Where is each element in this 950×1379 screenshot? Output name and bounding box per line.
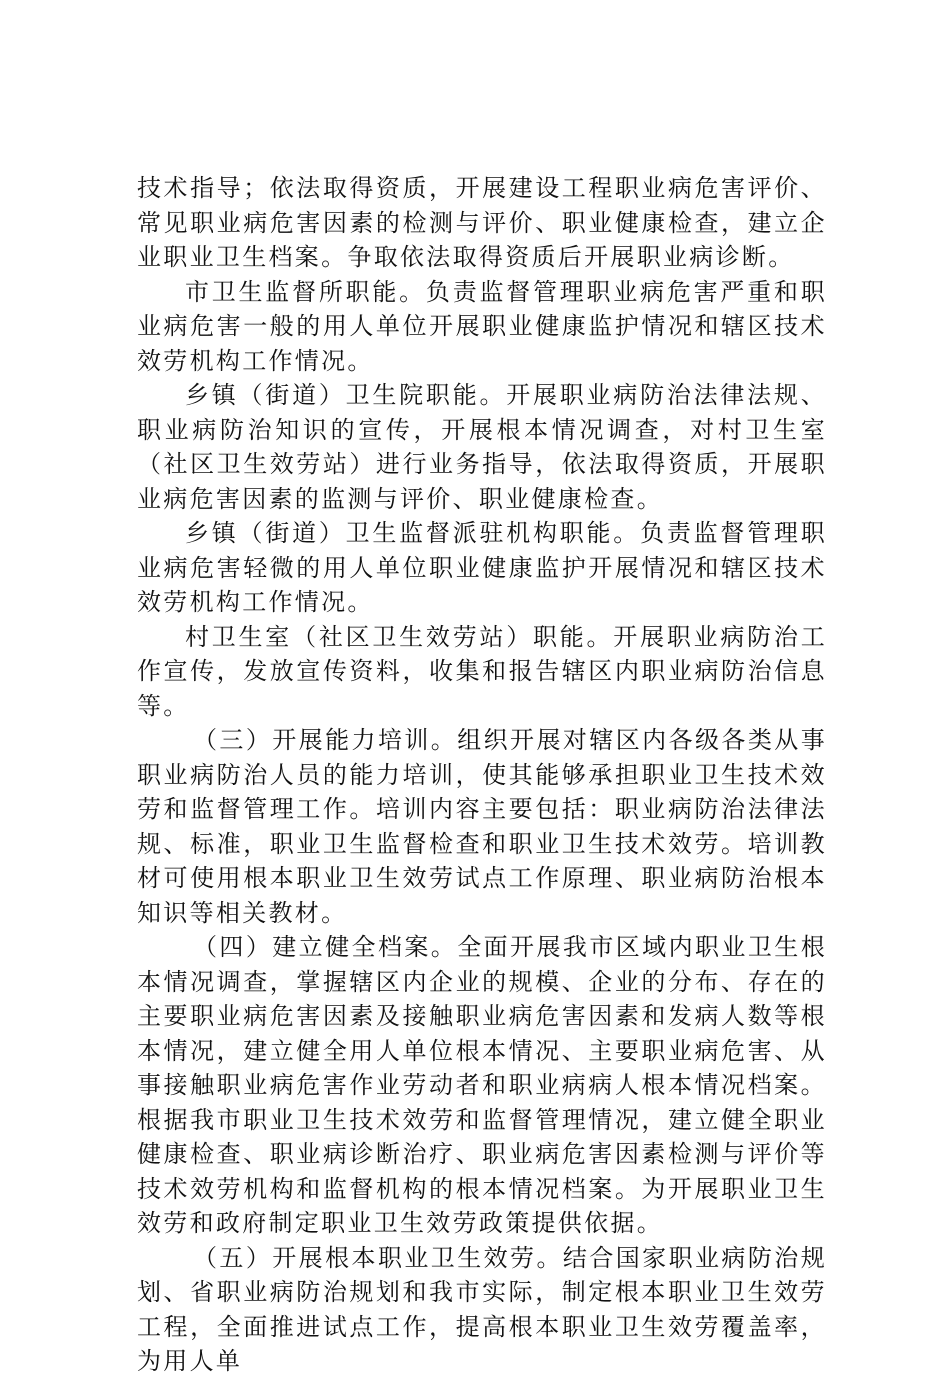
- paragraph-capacity-training: （三）开展能力培训。组织开展对辖区内各级各类从事职业病防治人员的能力培训，使其能够承担职业卫生技术效劳和监督管理工作。培训内容主要包括：职业病防治法律法规、标准，职业卫生监督检查和职业卫生技术效劳。培训教材可使用根本职业卫生效劳试点工作原理、职业病防治根本知识等相关教材。: [137, 726, 827, 927]
- paragraph-basic-services: （五）开展根本职业卫生效劳。结合国家职业病防治规划、省职业病防治规划和我市实际，制定根本职业卫生效劳工程，全面推进试点工作，提高根本职业卫生效劳覆盖率，为用人单: [137, 1243, 827, 1375]
- paragraph-township-health-center: 乡镇（街道）卫生院职能。开展职业病防治法律法规、职业病防治知识的宣传，开展根本情况调查，对村卫生室（社区卫生效劳站）进行业务指导，依法取得资质，开展职业病危害因素的监测与评价、职业健康检查。: [137, 381, 827, 513]
- paragraph-township-supervision-office: 乡镇（街道）卫生监督派驻机构职能。负责监督管理职业病危害轻微的用人单位职业健康监护开展情况和辖区技术效劳机构工作情况。: [137, 519, 827, 616]
- paragraph-archives: （四）建立健全档案。全面开展我市区域内职业卫生根本情况调查，掌握辖区内企业的规模、企业的分布、存在的主要职业病危害因素及接触职业病危害因素和发病人数等根本情况，建立健全用人单位根本情况、主要职业病危害、从事接触职业病危害作业劳动者和职业病病人根本情况档案。根据我市职业卫生技术效劳和监督管理情况，建立健全职业健康检查、职业病诊断治疗、职业病危害因素检测与评价等技术效劳机构和监督机构的根本情况档案。为开展职业卫生效劳和政府制定职业卫生效劳政策提供依据。: [137, 933, 827, 1237]
- paragraph-village-clinic: 村卫生室（社区卫生效劳站）职能。开展职业病防治工作宣传，发放宣传资料，收集和报告辖区内职业病防治信息等。: [137, 622, 827, 720]
- document-body: [137, 171, 827, 1379]
- paragraph-continuation: 技术指导；依法取得资质，开展建设工程职业病危害评价、常见职业病危害因素的检测与评价、职业健康检查，建立企业职业卫生档案。争取依法取得资质后开展职业病诊断。: [137, 174, 827, 271]
- paragraph-city-health-supervision: 市卫生监督所职能。负责监督管理职业病危害严重和职业病危害一般的用人单位开展职业健康监护情况和辖区技术效劳机构工作情况。: [137, 277, 827, 375]
